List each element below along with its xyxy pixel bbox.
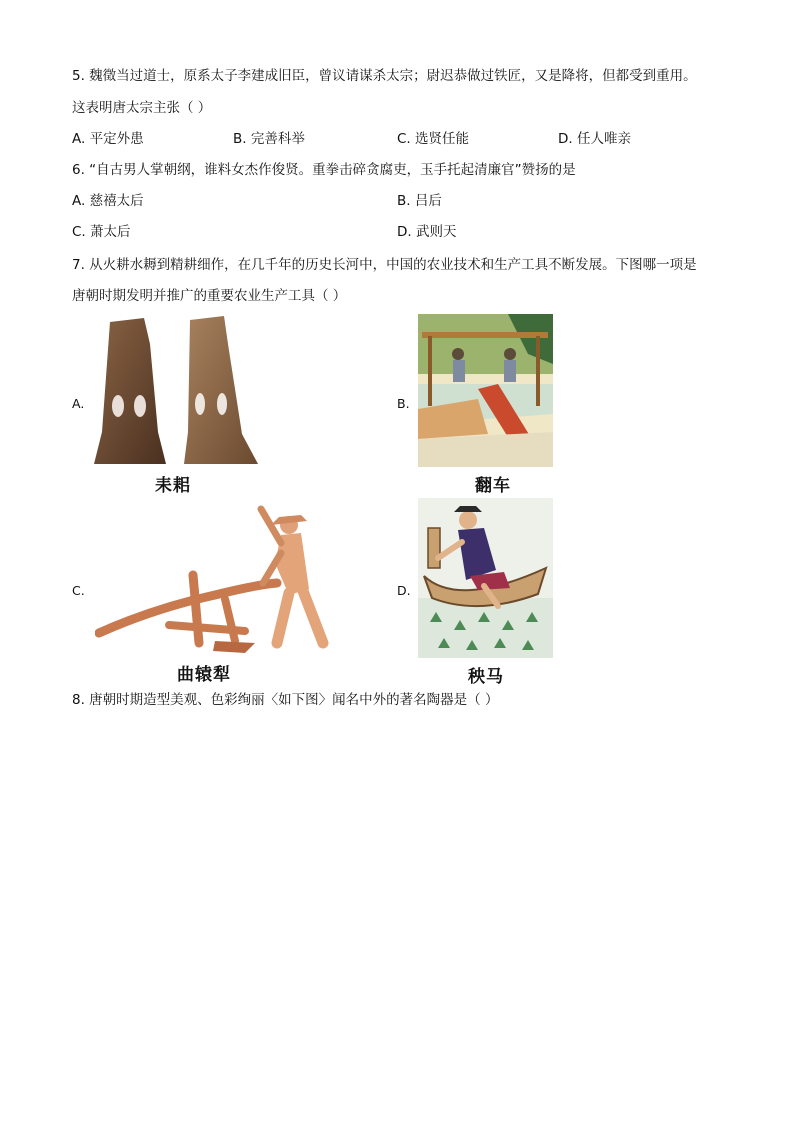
q6-option-b[interactable]: B. 吕后: [397, 193, 442, 209]
q6-option-a[interactable]: A. 慈禧太后: [72, 193, 144, 209]
q6-stem: 6. “自古男人掌朝纲，谁料女杰作俊贤。重拳击碎贪腐吏，玉手托起清廉官”赞扬的是: [72, 162, 576, 178]
quyuanli-plough-image: [95, 503, 335, 658]
farmer-head-icon: [459, 511, 477, 529]
q7-figure-d-letter[interactable]: D.: [397, 583, 411, 598]
q7-figure-d-caption: 秧马: [468, 667, 504, 687]
q7-figure-c-letter[interactable]: C.: [72, 583, 85, 598]
q7-figure-b-caption: 翻车: [475, 476, 511, 496]
q7-stem-line2: 唐朝时期发明并推广的重要农业生产工具（ ）: [72, 288, 347, 304]
yangma-seedling-horse-image: [418, 498, 553, 658]
leisi-tool-image: [92, 314, 262, 466]
q6-option-d[interactable]: D. 武则天: [397, 224, 457, 240]
fanche-waterwheel-image: [418, 314, 553, 467]
leisi-right-blade-icon: [184, 316, 258, 464]
q5-option-b[interactable]: B. 完善科举: [233, 131, 305, 147]
q7-figure-a-letter[interactable]: A.: [72, 396, 85, 411]
q5-stem-line1: 5. 魏徵当过道士，原系太子李建成旧臣，曾议请谋杀太宗；尉迟恭做过铁匠，又是降将，但都受到重用。: [72, 68, 697, 84]
leisi-left-blade-icon: [94, 318, 166, 464]
q5-stem-line2: 这表明唐太宗主张（ ）: [72, 100, 212, 116]
q5-option-a[interactable]: A. 平定外患: [72, 131, 144, 147]
q7-figure-b-letter[interactable]: B.: [397, 396, 410, 411]
q5-option-d[interactable]: D. 任人唯亲: [558, 131, 631, 147]
q7-stem-line1: 7. 从火耕水耨到精耕细作，在几千年的历史长河中，中国的农业技术和生产工具不断发展。下图哪一项是: [72, 257, 697, 273]
q7-figure-c-caption: 曲辕犁: [177, 665, 231, 685]
q6-option-c[interactable]: C. 萧太后: [72, 224, 131, 240]
q8-stem: 8. 唐朝时期造型美观、色彩绚丽〈如下图〉闻名中外的著名陶器是（ ）: [72, 692, 499, 708]
q5-option-c[interactable]: C. 选贤任能: [397, 131, 470, 147]
q7-figure-a-caption: 耒耜: [155, 476, 191, 496]
